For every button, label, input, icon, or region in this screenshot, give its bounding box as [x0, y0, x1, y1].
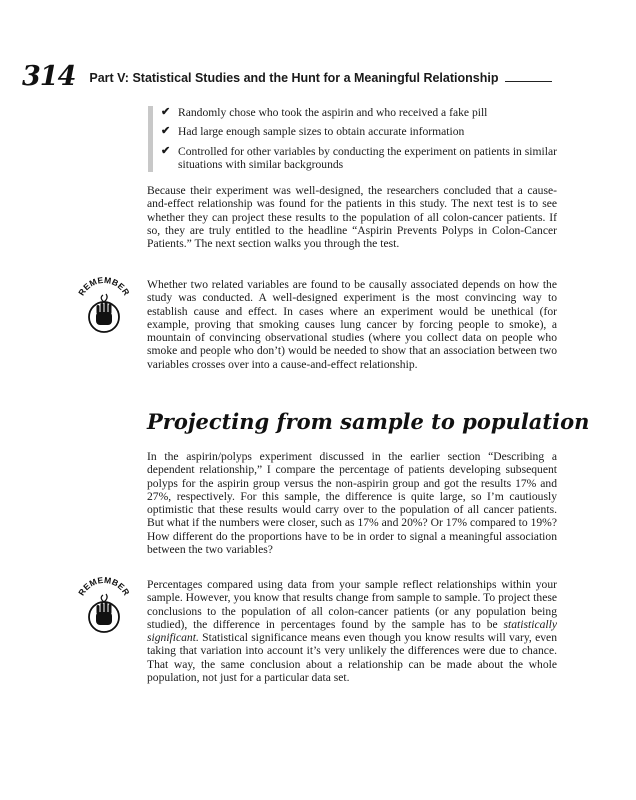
section-title: Projecting from sample to population — [147, 409, 590, 434]
paragraph-remember-causation: Whether two related variables are found to be causally associated depends on how the study was conducted. A well-designed experiment is the most convincing way to establish cause and effect. In cases where an experiment would be unethical (for example, proving that smoking causes lung cancer by forcing people to smoke), a mountain of convincing observational studies (where you collect data on people who smoke and people who don’t) would be needed to show that an association between two variables crosses over into a cause-and-effect relationship. — [147, 278, 557, 371]
checkmark-icon: ✔ — [161, 106, 171, 118]
p4-emphasis: statistically significant. — [147, 617, 557, 645]
checkmark-icon: ✔ — [161, 144, 171, 157]
page-header — [22, 56, 552, 90]
checkmark-icon: ✔ — [161, 125, 171, 138]
remember-icon — [72, 272, 136, 342]
list-item-text: Controlled for other variables by conducting the experiment on patients in similar situations with similar backgrounds — [178, 144, 557, 172]
header-rule — [505, 81, 552, 82]
svg-text:REMEMBER: REMEMBER — [76, 274, 132, 298]
paragraph-statistical-significance — [147, 578, 557, 684]
paragraph-conclusion: Because their experiment was well-designed, the researchers concluded that a cause-and-effect relationship was found for the patients in this study. The next test is to see whether they can project these results to the population of all colon-cancer patients. If so, they are truly entitled to the headline “Aspirin Prevents Polyps in Colon-Cancer Patients.” The next section walks you through the test. — [147, 184, 557, 251]
remember-icon — [72, 572, 136, 642]
running-head: Part V: Statistical Studies and the Hunt for a Meaningful Relationship — [89, 71, 499, 85]
svg-text:REMEMBER: REMEMBER — [76, 574, 132, 598]
list-item-text: Randomly chose who took the aspirin and who received a fake pill — [178, 106, 488, 119]
page-number: 314 — [22, 61, 76, 92]
list-item — [161, 125, 573, 138]
checklist — [148, 106, 573, 172]
p4-text-before: Percentages compared using data from your sample reflect relationships within your sample. However, you know that results change from sample to sample. To project these conclusions to the population of all colon-cancer patients (or any population being studied), the difference in percentages found by the sample has to be — [147, 578, 557, 631]
p4-text-after: Statistical significance means even though you know results will vary, even taking that variation into account it’s very unlikely the differences were due to chance. That way, the same conclusion about a relationship can be made about the whole population, not just for a particular data set. — [147, 631, 557, 685]
paragraph-aspirin-polyps: In the aspirin/polyps experiment discussed in the earlier section “Describing a dependent relationship,” I compare the percentage of patients developing subsequent polyps for the aspirin group versus the non-aspirin group and got the results 17% and 27%, respectively. For this sample, the difference is quite large, so I’m cautiously optimistic that these results would carry over to the population of all cancer patients. But what if the numbers were closer, such as 17% and 20%? Or 17% compared to 19%? How different do the proportions have to be in order to signal a meaningful association between the two variables? — [147, 450, 557, 557]
list-item — [161, 145, 573, 172]
list-item — [161, 106, 573, 119]
list-item-text: Had large enough sample sizes to obtain accurate information — [178, 125, 465, 139]
